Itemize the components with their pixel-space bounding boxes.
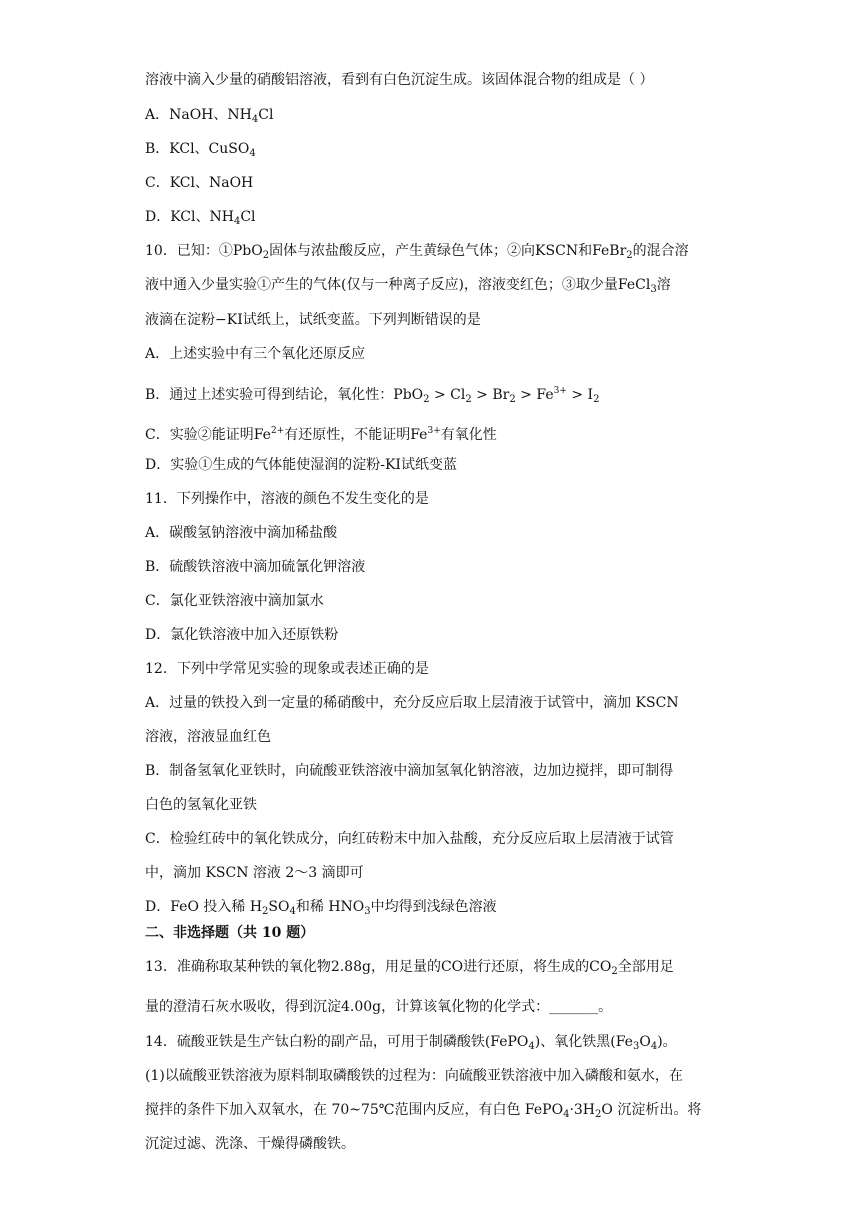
text-line: 液滴在淀粉−KI试纸上，试纸变蓝。下列判断错误的是 [145, 312, 481, 328]
text-line: 溶液中滴入少量的硝酸铝溶液，看到有白色沉淀生成。该固体混合物的组成是（ ） [145, 72, 654, 88]
question-14: 14．硫酸亚铁是生产钛白粉的副产品，可用于制磷酸铁(FePO$_4$)、氧化铁黑$(Fe_3O_4)$。 [145, 1034, 677, 1052]
option-b: B．KCl、CuSO$_4$ [145, 141, 256, 159]
option-b: B．硫酸铁溶液中滴加硫氰化钾溶液 [145, 559, 366, 575]
option-b: B．通过上述实验可得到结论，氧化性：$PbO_2 > Cl_2 > Br_2 > Fe^{3+} > I_2$ [145, 386, 600, 405]
text-line: 液中通入少量实验①产生的气体(仅与一种离子反应)，溶液变红色；③取少量FeCl$_3$溶 [145, 277, 671, 295]
option-a: A．上述实验中有三个氧化还原反应 [145, 346, 366, 362]
text-line: 搅拌的条件下加入双氧水，在 70~75℃范围内反应，有白色 $FePO_4\cdot 3H_2O$ 沉淀析出。将 [145, 1102, 702, 1120]
option-d: D．KCl、$NH_4Cl$ [145, 209, 256, 227]
option-a: A．过量的铁投入到一定量的稀硝酸中，充分反应后取上层清液于试管中，滴加 KSCN [145, 695, 679, 711]
option-a: A．碳酸氢钠溶液中滴加稀盐酸 [145, 525, 338, 541]
question-11: 11．下列操作中，溶液的颜色不发生变化的是 [145, 491, 429, 507]
option-d: D．FeO 投入稀 $H_2SO_4$和稀 $HNO_3$中均得到浅绿色溶液 [145, 899, 497, 917]
question-10: 10．已知：①PbO$_2$固体与浓盐酸反应，产生黄绿色气体；②向KSCN和FeBr$_2$的混合溶 [145, 243, 689, 261]
text-line: 量的澄清石灰水吸收，得到沉淀4.00g，计算该氧化物的化学式：_______。 [145, 999, 613, 1015]
question-12: 12．下列中学常见实验的现象或表述正确的是 [145, 661, 429, 677]
section-heading: 二、非选择题（共 10 题） [145, 925, 315, 941]
text-line: 白色的氢氧化亚铁 [145, 797, 257, 813]
text-line: 中，滴加 KSCN 溶液 2～3 滴即可 [145, 865, 364, 881]
option-c: C．检验红砖中的氧化铁成分，向红砖粉末中加入盐酸，充分反应后取上层清液于试管 [145, 831, 674, 847]
question-13: 13．准确称取某种铁的氧化物2.88g，用足量的CO进行还原，将生成的$CO_2$全部用足 [145, 959, 674, 977]
option-b: B．制备氢氧化亚铁时，向硫酸亚铁溶液中滴加氢氧化钠溶液，边加边搅拌，即可制得 [145, 763, 674, 779]
option-a: A．NaOH、$NH_4Cl$ [145, 107, 274, 125]
option-c: C．KCl、NaOH [145, 175, 254, 191]
text-line: 溶液，溶液显血红色 [145, 729, 271, 745]
option-c: C．氯化亚铁溶液中滴加氯水 [145, 593, 324, 609]
option-d: D．实验①生成的气体能使湿润的淀粉-KI试纸变蓝 [145, 457, 457, 473]
text-line: (1)以硫酸亚铁溶液为原料制取磷酸铁的过程为：向硫酸亚铁溶液中加入磷酸和氨水，在 [145, 1068, 683, 1084]
option-c: C．实验②能证明$Fe^{2+}$有还原性，不能证明$Fe^{3+}$有氧化性 [145, 426, 497, 443]
option-d: D．氯化铁溶液中加入还原铁粉 [145, 627, 339, 643]
text-line: 沉淀过滤、洗涤、干燥得磷酸铁。 [145, 1136, 355, 1152]
